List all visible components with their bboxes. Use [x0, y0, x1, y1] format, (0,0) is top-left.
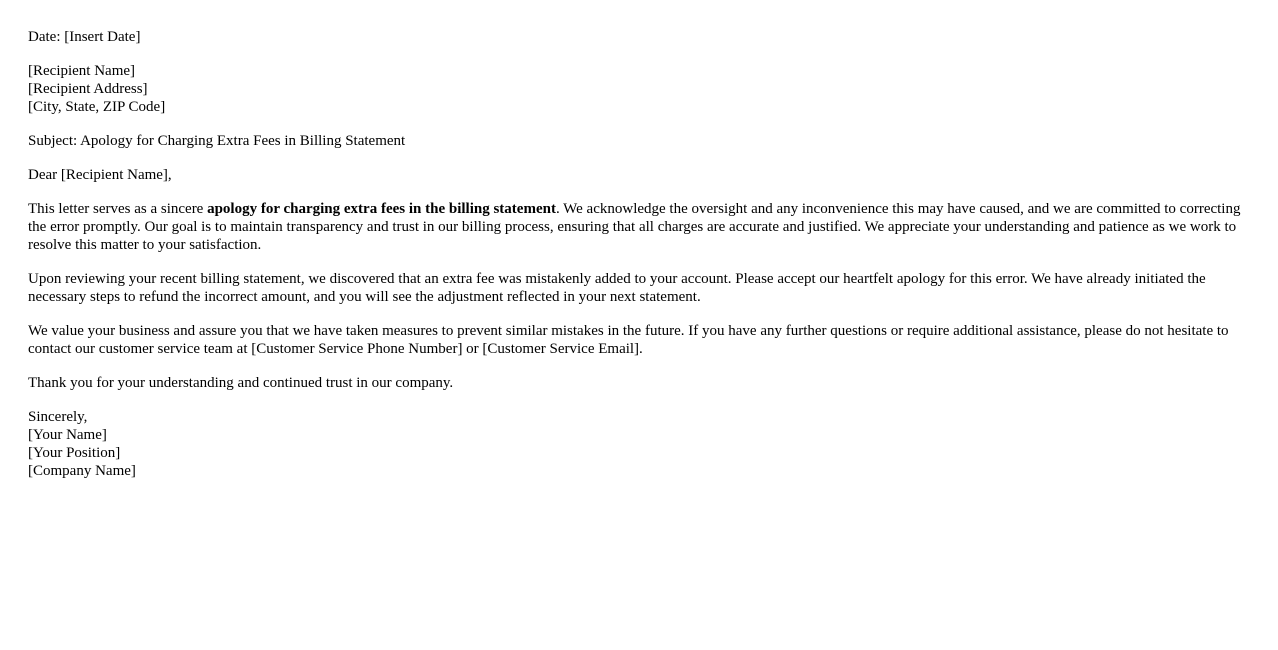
recipient-address: [Recipient Address]	[28, 81, 148, 97]
valediction: Sincerely,	[28, 409, 88, 425]
paragraph-1	[28, 200, 1246, 254]
subject-block	[28, 132, 1246, 150]
paragraph-3	[28, 322, 1246, 358]
recipient-city-state-zip: [City, State, ZIP Code]	[28, 99, 166, 115]
paragraph-2-text: Upon reviewing your recent billing statement, we discovered that an extra fee was mistakenly added to your account. Please accept our heartfelt apology for this error. We have already initiated the necessary steps to refund the incorrect amount, and you will see the adjustment reflected in your next statement.	[28, 271, 1206, 305]
date-line: Date: [Insert Date]	[28, 29, 141, 45]
paragraph-4-text: Thank you for your understanding and continued trust in our company.	[28, 375, 454, 391]
paragraph-3-text: We value your business and assure you that we have taken measures to prevent similar mistakes in the future. If you have any further questions or require additional assistance, please do not hesitate to contact our customer service team at [Customer Service Phone Number] or [Customer Service Email].	[28, 323, 1229, 357]
paragraph-1-before: This letter serves as a sincere	[28, 201, 208, 217]
salutation-block	[28, 166, 1246, 184]
paragraph-1-bold: apology for charging extra fees in the billing statement	[207, 201, 556, 217]
recipient-block	[28, 62, 1246, 116]
letter-body	[28, 28, 1246, 496]
sender-position: [Your Position]	[28, 445, 121, 461]
sender-name: [Your Name]	[28, 427, 107, 443]
paragraph-2	[28, 270, 1246, 306]
recipient-name: [Recipient Name]	[28, 63, 136, 79]
closing-block	[28, 408, 1246, 480]
date-block	[28, 28, 1246, 46]
salutation: Dear [Recipient Name],	[28, 167, 172, 183]
subject-line: Subject: Apology for Charging Extra Fees in Billing Statement	[28, 133, 406, 149]
paragraph-1-after: . We acknowledge the oversight and any inconvenience this may have caused, and we are committed to correcting the error promptly. Our goal is to maintain transparency and trust in our billing process, ensuring that all charges are accurate and justified. We appreciate your understanding and patience as we work to resolve this matter to your satisfaction.	[28, 201, 1241, 253]
company-name: [Company Name]	[28, 463, 136, 479]
paragraph-1-text	[28, 200, 1246, 254]
paragraph-4	[28, 374, 1246, 392]
